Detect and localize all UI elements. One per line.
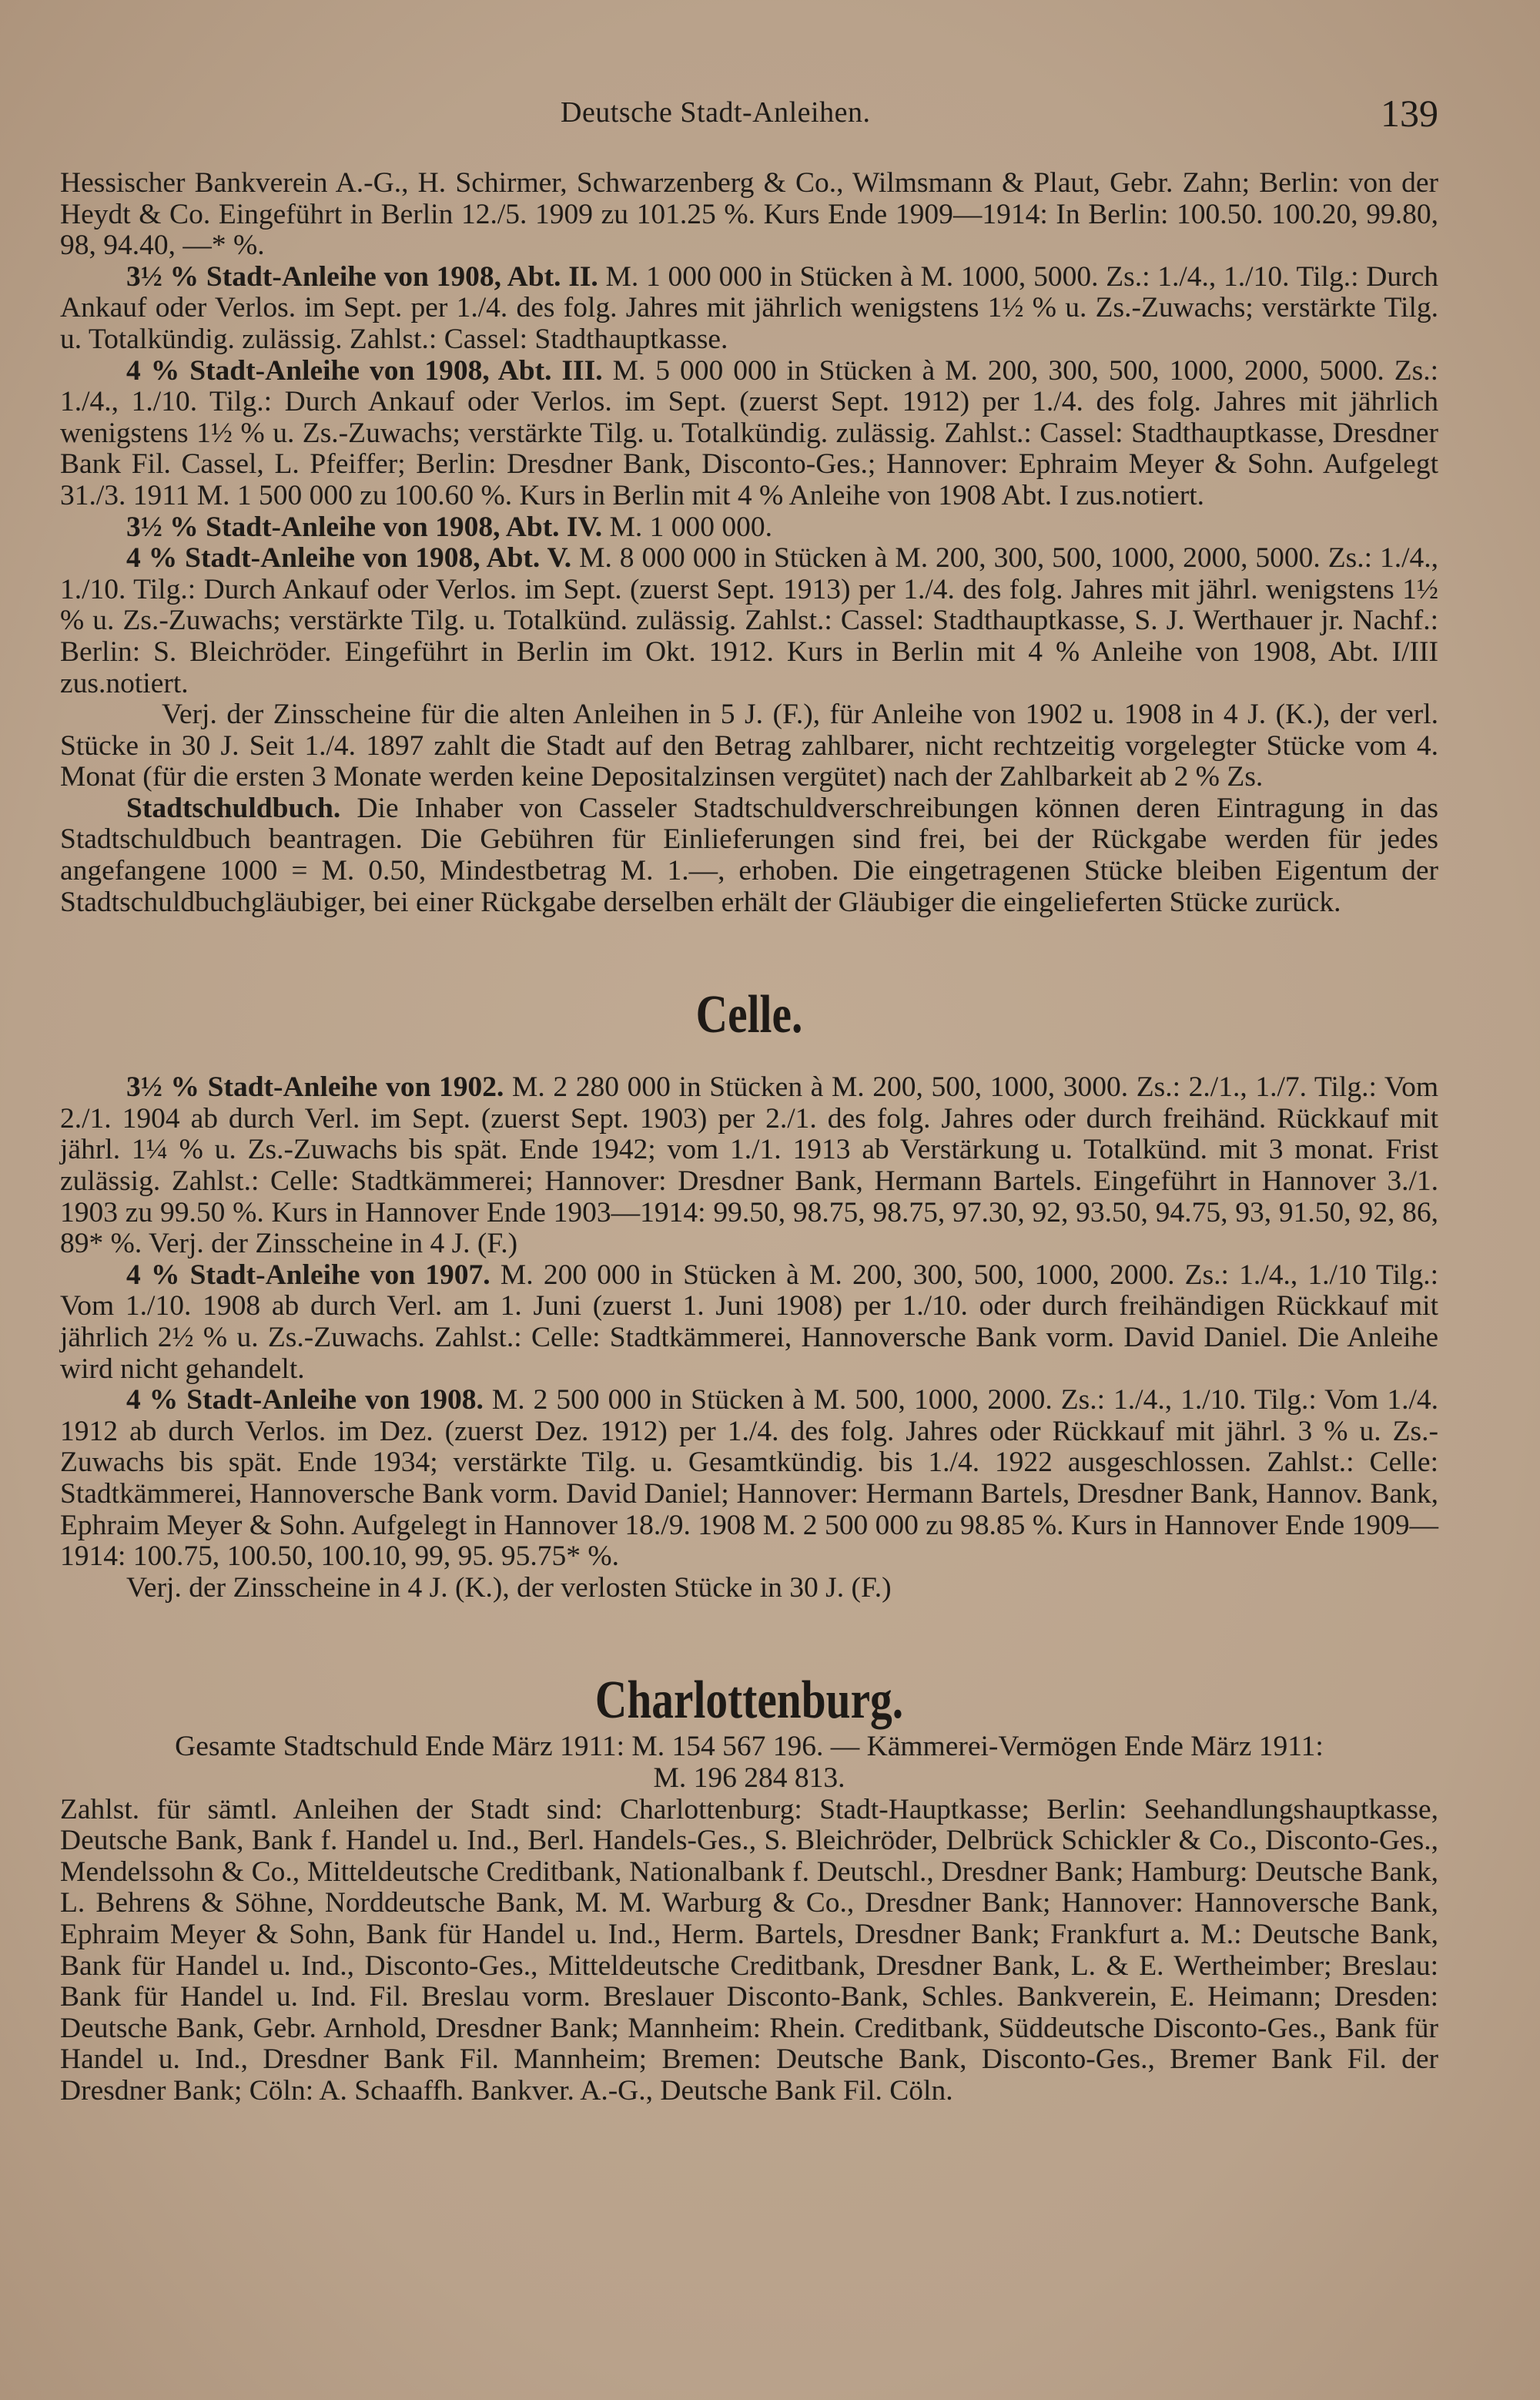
loan-text: M. 2 500 000 in Stücken à M. 500, 1000, 2000. Zs.: 1./4., 1./10. Tilg.: Vom 1./4. 1912 ab durch Verlos. im Dez. (zuerst Dez. 1912) per 1./4. des folg. Jahres oder Rückkauf mit jährl. 3 % u. Zs.-Zuwachs bis spät. Ende 1934; verstärkte Tilg. u. Gesamtkündig. bis 1./4. 1922 ausgeschlossen. Zahlst.: Celle: Stadtkämmerei, Hannoversche Bank vorm. David Daniel; Hannover: Hermann Bartels, Dresdner Bank, Hannov. Bank, Ephraim Meyer & Sohn. Aufgelegt in Hannover 18./9. 1908 M. 2 500 000 zu 98.85 %. Kurs in Hannover Ende 1909—1914: 100.75, 100.50, 100.10, 99, 95. 95.75* %. [60,1384,1438,1573]
stadtschuldbuch-title: Stadtschuldbuch. [126,792,341,824]
running-head [60,91,1438,137]
loan-text: M. 1 000 000. [602,511,772,543]
running-title: Deutsche Stadt-Anleihen. [561,96,871,129]
loan-title: 4 % Stadt-Anleihe von 1907. [126,1259,490,1291]
loan-title: 3½ % Stadt-Anleihe von 1908, Abt. IV. [126,511,603,543]
page-body [60,168,1438,2107]
cassel-loan-1908-abt-5 [60,543,1438,699]
loan-title: 3½ % Stadt-Anleihe von 1908, Abt. II. [126,260,598,293]
loan-text: M. 1 000 000 in Stücken à M. 1000, 5000. Zs.: 1./4., 1./10. Tilg.: Durch Ankauf oder Verlos. im Sept. per 1./4. des folg. Jahres mit jährlich wenigstens 1½ % u. Zs.-Zuwachs; verstärkte Tilg. u. Totalkündig. zulässig. Zahlst.: Cassel: Stadthauptkasse. [60,260,1438,355]
celle-loan-1907 [60,1260,1438,1385]
loan-title: 4 % Stadt-Anleihe von 1908, Abt. III. [126,354,603,387]
loan-text: M. 5 000 000 in Stücken à M. 200, 300, 500, 1000, 2000, 5000. Zs.: 1./4., 1./10. Tilg.: Durch Ankauf oder Verlos. im Sept. (zuerst Sept. 1912) per 1./4. des folg. Jahres mit jährlich wenigstens 1½ % u. Zs.-Zuwachs; verstärkte Tilg. u. Totalkündig. zulässig. Zahlst.: Cassel: Stadthauptkasse, Dresdner Bank Fil. Cassel, L. Pfeiffer; Berlin: Dresdner Bank, Disconto-Ges.; Hannover: Ephraim Meyer & Sohn. Aufgelegt 31./3. 1911 M. 1 500 000 zu 100.60 %. Kurs in Berlin mit 4 % Anleihe von 1908 Abt. I zus.notiert. [60,354,1438,511]
city-heading-charlottenburg: Charlottenburg. [594,1671,904,1731]
cassel-stadtschuldbuch [60,793,1438,918]
cassel-loan-1908-abt-4 [60,512,1438,544]
cassel-verjaehrung: Verj. der Zinsscheine für die alten Anleihen in 5 J. (F.), für Anleihe von 1902 u. 1908 in 4 J. (K.), der verl. Stücke in 30 J. Seit 1./4. 1897 zahlt die Stadt auf den Betrag zahlbarer, nicht rechtzeitig vorgelegter Stücke vom 4. Monat (für die ersten 3 Monate werden keine Depositalzinsen vergütet) nach der Zahlbarkeit ab 2 % Zs. [60,699,1438,793]
charlottenburg-zahlstellen: Zahlst. für sämtl. Anleihen der Stadt sind: Charlottenburg: Stadt-Hauptkasse; Berlin: Seehandlungshauptkasse, Deutsche Bank, Bank f. Handel u. Ind., Berl. Handels-Ges., S. Bleichröder, Delbrück Schickler & Co., Disconto-Ges., Mendelssohn & Co., Mitteldeutsche Creditbank, Nationalbank f. Deutschl., Dresdner Bank; Hamburg: Deutsche Bank, L. Behrens & Söhne, Norddeutsche Bank, M. M. Warburg & Co., Dresdner Bank; Hannover: Hannoversche Bank, Ephraim Meyer & Sohn, Bank für Handel u. Ind., Herm. Bartels, Dresdner Bank; Frankfurt a. M.: Deutsche Bank, Bank für Handel u. Ind., Disconto-Ges., Mitteldeutsche Creditbank, Dresdner Bank, L. & E. Wertheimber; Breslau: Bank für Handel u. Ind. Fil. Breslau vorm. Breslauer Disconto-Bank, Schles. Bankverein, E. Heimann; Dresden: Deutsche Bank, Gebr. Arnhold, Dresdner Bank; Mannheim: Rhein. Creditbank, Süddeutsche Disconto-Ges., Bank für Handel u. Ind., Dresdner Bank Fil. Mannheim; Bremen: Deutsche Bank, Disconto-Ges., Bremer Bank Fil. der Dresdner Bank; Cöln: A. Schaaffh. Bankver. A.-G., Deutsche Bank Fil. Cöln. [60,1793,1438,2107]
city-heading-celle: Celle. [695,985,803,1045]
loan-text: M. 8 000 000 in Stücken à M. 200, 300, 500, 1000, 2000, 5000. Zs.: 1./4., 1./10. Tilg.: Durch Ankauf oder Verlos. im Sept. (zuerst Sept. 1913) per 1./4. des folg. Jahres mit jährl. wenigstens 1½ % u. Zs.-Zuwachs; verstärkte Tilg. u. Totalkünd. zulässig. Zahlst.: Cassel: Stadthauptkasse, S. J. Werthauer jr. Nachf.: Berlin: S. Bleichröder. Eingeführt in Berlin im Okt. 1912. Kurs in Berlin mit 4 % Anleihe von 1908, Abt. I/III zus.notiert. [60,542,1438,699]
loan-title: 4 % Stadt-Anleihe von 1908, Abt. V. [126,542,572,575]
celle-loan-1902 [60,1072,1438,1260]
loan-title: 4 % Stadt-Anleihe von 1908. [126,1384,484,1416]
loan-text: M. 2 280 000 in Stücken à M. 200, 500, 1000, 3000. Zs.: 2./1., 1./7. Tilg.: Vom 2./1. 1904 ab durch Verl. im Sept. (zuerst Sept. 1903) per 2./1. des folg. Jahres oder durch freihänd. Rückkauf mit jährl. 1¼ % u. Zs.-Zuwachs bis spät. Ende 1942; vom 1./1. 1913 ab Verstärkung u. Totalkünd. mit 3 monat. Frist zulässig. Zahlst.: Celle: Stadtkämmerei; Hannover: Dresdner Bank, Hermann Bartels. Eingeführt in Hannover 3./1. 1903 zu 99.50 %. Kurs in Hannover Ende 1903—1914: 99.50, 98.75, 98.75, 97.30, 92, 93.50, 94.75, 93, 91.50, 92, 86, 89* %. Verj. der Zinsscheine in 4 J. (F.) [60,1071,1438,1260]
cassel-loan-1908-abt-2 [60,262,1438,356]
celle-loan-1908 [60,1385,1438,1573]
loan-text: M. 200 000 in Stücken à M. 200, 300, 500, 1000, 2000. Zs.: 1./4., 1./10 Tilg.: Vom 1./10. 1908 ab durch Verl. am 1. Juni (zuerst 1. Juni 1908) per 1./10. oder durch freihändigen Rückkauf mit jährlich 2½ % u. Zs.-Zuwachs. Zahlst.: Celle: Stadtkämmerei, Hannoversche Bank vorm. David Daniel. Die Anleihe wird nicht gehandelt. [60,1259,1438,1385]
loan-title: 3½ % Stadt-Anleihe von 1902. [126,1071,504,1104]
stadtschuldbuch-text: Die Inhaber von Casseler Stadtschuldverschreibungen können deren Eintragung in das Stadtschuldbuch beantragen. Die Gebühren für Einlieferungen sind frei, bei der Rückgabe werden für jedes angefangene 1000 = M. 0.50, Mindestbetrag M. 1.—, erhoben. Die eingetragenen Stücke bleiben Eigentum der Stadtschuldbuchgläubiger, bei einer Rückgabe derselben erhält der Gläubiger die eingelieferten Stücke zurück. [60,792,1438,918]
celle-verjaehrung: Verj. der Zinsscheine in 4 J. (K.), der verlosten Stücke in 30 J. (F.) [126,1571,892,1604]
cassel-zahlst-continuation: Hessischer Bankverein A.-G., H. Schirmer, Schwarzenberg & Co., Wilmsmann & Plaut, Gebr. Zahn; Berlin: von der Heydt & Co. Eingeführt in Berlin 12./5. 1909 zu 101.25 %. Kurs Ende 1909—1914: In Berlin: 100.50. 100.20, 99.80, 98, 94.40, —* %. [60,167,1438,262]
page-number: 139 [1381,92,1438,135]
charlottenburg-summary: Gesamte Stadtschuld Ende März 1911: M. 154 567 196. — Kämmerei-Vermögen Ende März 1911: M. 196 284 813. [175,1731,1324,1794]
cassel-loan-1908-abt-3 [60,356,1438,512]
